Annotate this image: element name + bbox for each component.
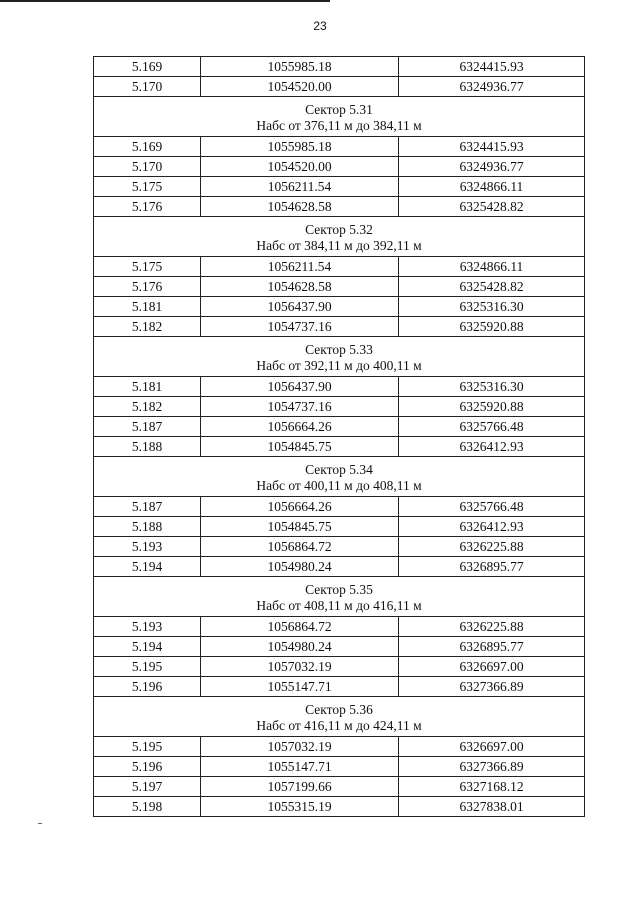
point-id-cell: 5.182: [94, 397, 201, 417]
coordinates-table: [93, 56, 585, 817]
x-coordinate-cell: 1054520.00: [201, 77, 399, 97]
point-id-cell: 5.169: [94, 57, 201, 77]
table-row: [94, 677, 585, 697]
y-coordinate-cell: 6326412.93: [399, 517, 585, 537]
point-id-cell: 5.175: [94, 177, 201, 197]
top-rule: [0, 0, 330, 2]
x-coordinate-cell: 1054628.58: [201, 277, 399, 297]
y-coordinate-cell: 6326225.88: [399, 537, 585, 557]
table-row: [94, 137, 585, 157]
x-coordinate-cell: 1056864.72: [201, 537, 399, 557]
table-row: [94, 777, 585, 797]
point-id-cell: 5.187: [94, 497, 201, 517]
sector-header-cell: [94, 457, 585, 497]
table-row: [94, 517, 585, 537]
table-row: [94, 397, 585, 417]
point-id-cell: 5.170: [94, 77, 201, 97]
sector-title: Сектор 5.33: [305, 341, 373, 357]
sector-title: Сектор 5.34: [305, 461, 373, 477]
y-coordinate-cell: 6326697.00: [399, 737, 585, 757]
x-coordinate-cell: 1055985.18: [201, 57, 399, 77]
point-id-cell: 5.188: [94, 437, 201, 457]
y-coordinate-cell: 6324415.93: [399, 137, 585, 157]
sector-height-range: Набс от 376,11 м до 384,11 м: [256, 117, 422, 133]
y-coordinate-cell: 6327366.89: [399, 677, 585, 697]
x-coordinate-cell: 1054737.16: [201, 397, 399, 417]
y-coordinate-cell: 6325316.30: [399, 297, 585, 317]
sector-height-range: Набс от 400,11 м до 408,11 м: [256, 477, 422, 493]
y-coordinate-cell: 6325428.82: [399, 277, 585, 297]
page-number: 23: [313, 19, 327, 33]
table-row: [94, 617, 585, 637]
x-coordinate-cell: 1057032.19: [201, 737, 399, 757]
point-id-cell: 5.194: [94, 637, 201, 657]
x-coordinate-cell: 1055147.71: [201, 757, 399, 777]
point-id-cell: 5.195: [94, 657, 201, 677]
y-coordinate-cell: 6324415.93: [399, 57, 585, 77]
y-coordinate-cell: 6327168.12: [399, 777, 585, 797]
coordinates-table-body: [94, 57, 585, 817]
y-coordinate-cell: 6325428.82: [399, 197, 585, 217]
table-row: [94, 177, 585, 197]
y-coordinate-cell: 6325920.88: [399, 397, 585, 417]
x-coordinate-cell: 1056211.54: [201, 177, 399, 197]
table-row: [94, 637, 585, 657]
x-coordinate-cell: 1057199.66: [201, 777, 399, 797]
sector-title: Сектор 5.32: [305, 221, 373, 237]
table-row: [94, 157, 585, 177]
y-coordinate-cell: 6326412.93: [399, 437, 585, 457]
table-row: [94, 557, 585, 577]
sector-height-range: Набс от 392,11 м до 400,11 м: [256, 357, 422, 373]
sector-title: Сектор 5.31: [305, 101, 373, 117]
point-id-cell: 5.170: [94, 157, 201, 177]
table-row: [94, 277, 585, 297]
table-row: [94, 797, 585, 817]
x-coordinate-cell: 1054737.16: [201, 317, 399, 337]
x-coordinate-cell: 1054845.75: [201, 517, 399, 537]
table-row: [94, 437, 585, 457]
sector-header-cell: [94, 697, 585, 737]
y-coordinate-cell: 6324866.11: [399, 177, 585, 197]
point-id-cell: 5.169: [94, 137, 201, 157]
point-id-cell: 5.176: [94, 277, 201, 297]
sector-header-cell: [94, 97, 585, 137]
point-id-cell: 5.187: [94, 417, 201, 437]
point-id-cell: 5.181: [94, 297, 201, 317]
point-id-cell: 5.188: [94, 517, 201, 537]
x-coordinate-cell: 1055315.19: [201, 797, 399, 817]
point-id-cell: 5.175: [94, 257, 201, 277]
y-coordinate-cell: 6325920.88: [399, 317, 585, 337]
sector-title: Сектор 5.35: [305, 581, 373, 597]
x-coordinate-cell: 1057032.19: [201, 657, 399, 677]
sector-header-row: [94, 217, 585, 257]
sector-header-row: [94, 577, 585, 617]
sector-header-row: [94, 457, 585, 497]
point-id-cell: 5.181: [94, 377, 201, 397]
sector-header-cell: [94, 337, 585, 377]
table-row: [94, 737, 585, 757]
y-coordinate-cell: 6325766.48: [399, 417, 585, 437]
sector-height-range: Набс от 416,11 м до 424,11 м: [256, 717, 422, 733]
sector-height-range: Набс от 408,11 м до 416,11 м: [256, 597, 422, 613]
x-coordinate-cell: 1054980.24: [201, 637, 399, 657]
x-coordinate-cell: 1056211.54: [201, 257, 399, 277]
table-row: [94, 57, 585, 77]
point-id-cell: 5.196: [94, 677, 201, 697]
point-id-cell: 5.182: [94, 317, 201, 337]
x-coordinate-cell: 1056664.26: [201, 417, 399, 437]
y-coordinate-cell: 6327838.01: [399, 797, 585, 817]
sector-header-cell: [94, 217, 585, 257]
sector-header-cell: [94, 577, 585, 617]
sector-header-row: [94, 337, 585, 377]
x-coordinate-cell: 1056864.72: [201, 617, 399, 637]
point-id-cell: 5.197: [94, 777, 201, 797]
sector-height-range: Набс от 384,11 м до 392,11 м: [256, 237, 422, 253]
point-id-cell: 5.193: [94, 537, 201, 557]
y-coordinate-cell: 6324936.77: [399, 157, 585, 177]
table-row: [94, 297, 585, 317]
x-coordinate-cell: 1054628.58: [201, 197, 399, 217]
table-row: [94, 417, 585, 437]
table-row: [94, 657, 585, 677]
x-coordinate-cell: 1054520.00: [201, 157, 399, 177]
x-coordinate-cell: 1055985.18: [201, 137, 399, 157]
margin-mark: [38, 823, 42, 824]
table-row: [94, 77, 585, 97]
sector-header-row: [94, 97, 585, 137]
y-coordinate-cell: 6324866.11: [399, 257, 585, 277]
x-coordinate-cell: 1056437.90: [201, 377, 399, 397]
table-row: [94, 497, 585, 517]
point-id-cell: 5.176: [94, 197, 201, 217]
y-coordinate-cell: 6325766.48: [399, 497, 585, 517]
sector-title: Сектор 5.36: [305, 701, 373, 717]
sector-header-row: [94, 697, 585, 737]
x-coordinate-cell: 1056437.90: [201, 297, 399, 317]
x-coordinate-cell: 1054845.75: [201, 437, 399, 457]
y-coordinate-cell: 6326697.00: [399, 657, 585, 677]
y-coordinate-cell: 6326895.77: [399, 557, 585, 577]
y-coordinate-cell: 6326895.77: [399, 637, 585, 657]
point-id-cell: 5.195: [94, 737, 201, 757]
y-coordinate-cell: 6327366.89: [399, 757, 585, 777]
x-coordinate-cell: 1055147.71: [201, 677, 399, 697]
y-coordinate-cell: 6326225.88: [399, 617, 585, 637]
table-row: [94, 317, 585, 337]
point-id-cell: 5.198: [94, 797, 201, 817]
table-row: [94, 377, 585, 397]
point-id-cell: 5.193: [94, 617, 201, 637]
x-coordinate-cell: 1056664.26: [201, 497, 399, 517]
y-coordinate-cell: 6325316.30: [399, 377, 585, 397]
x-coordinate-cell: 1054980.24: [201, 557, 399, 577]
table-row: [94, 197, 585, 217]
table-row: [94, 537, 585, 557]
y-coordinate-cell: 6324936.77: [399, 77, 585, 97]
table-row: [94, 257, 585, 277]
table-row: [94, 757, 585, 777]
point-id-cell: 5.194: [94, 557, 201, 577]
point-id-cell: 5.196: [94, 757, 201, 777]
